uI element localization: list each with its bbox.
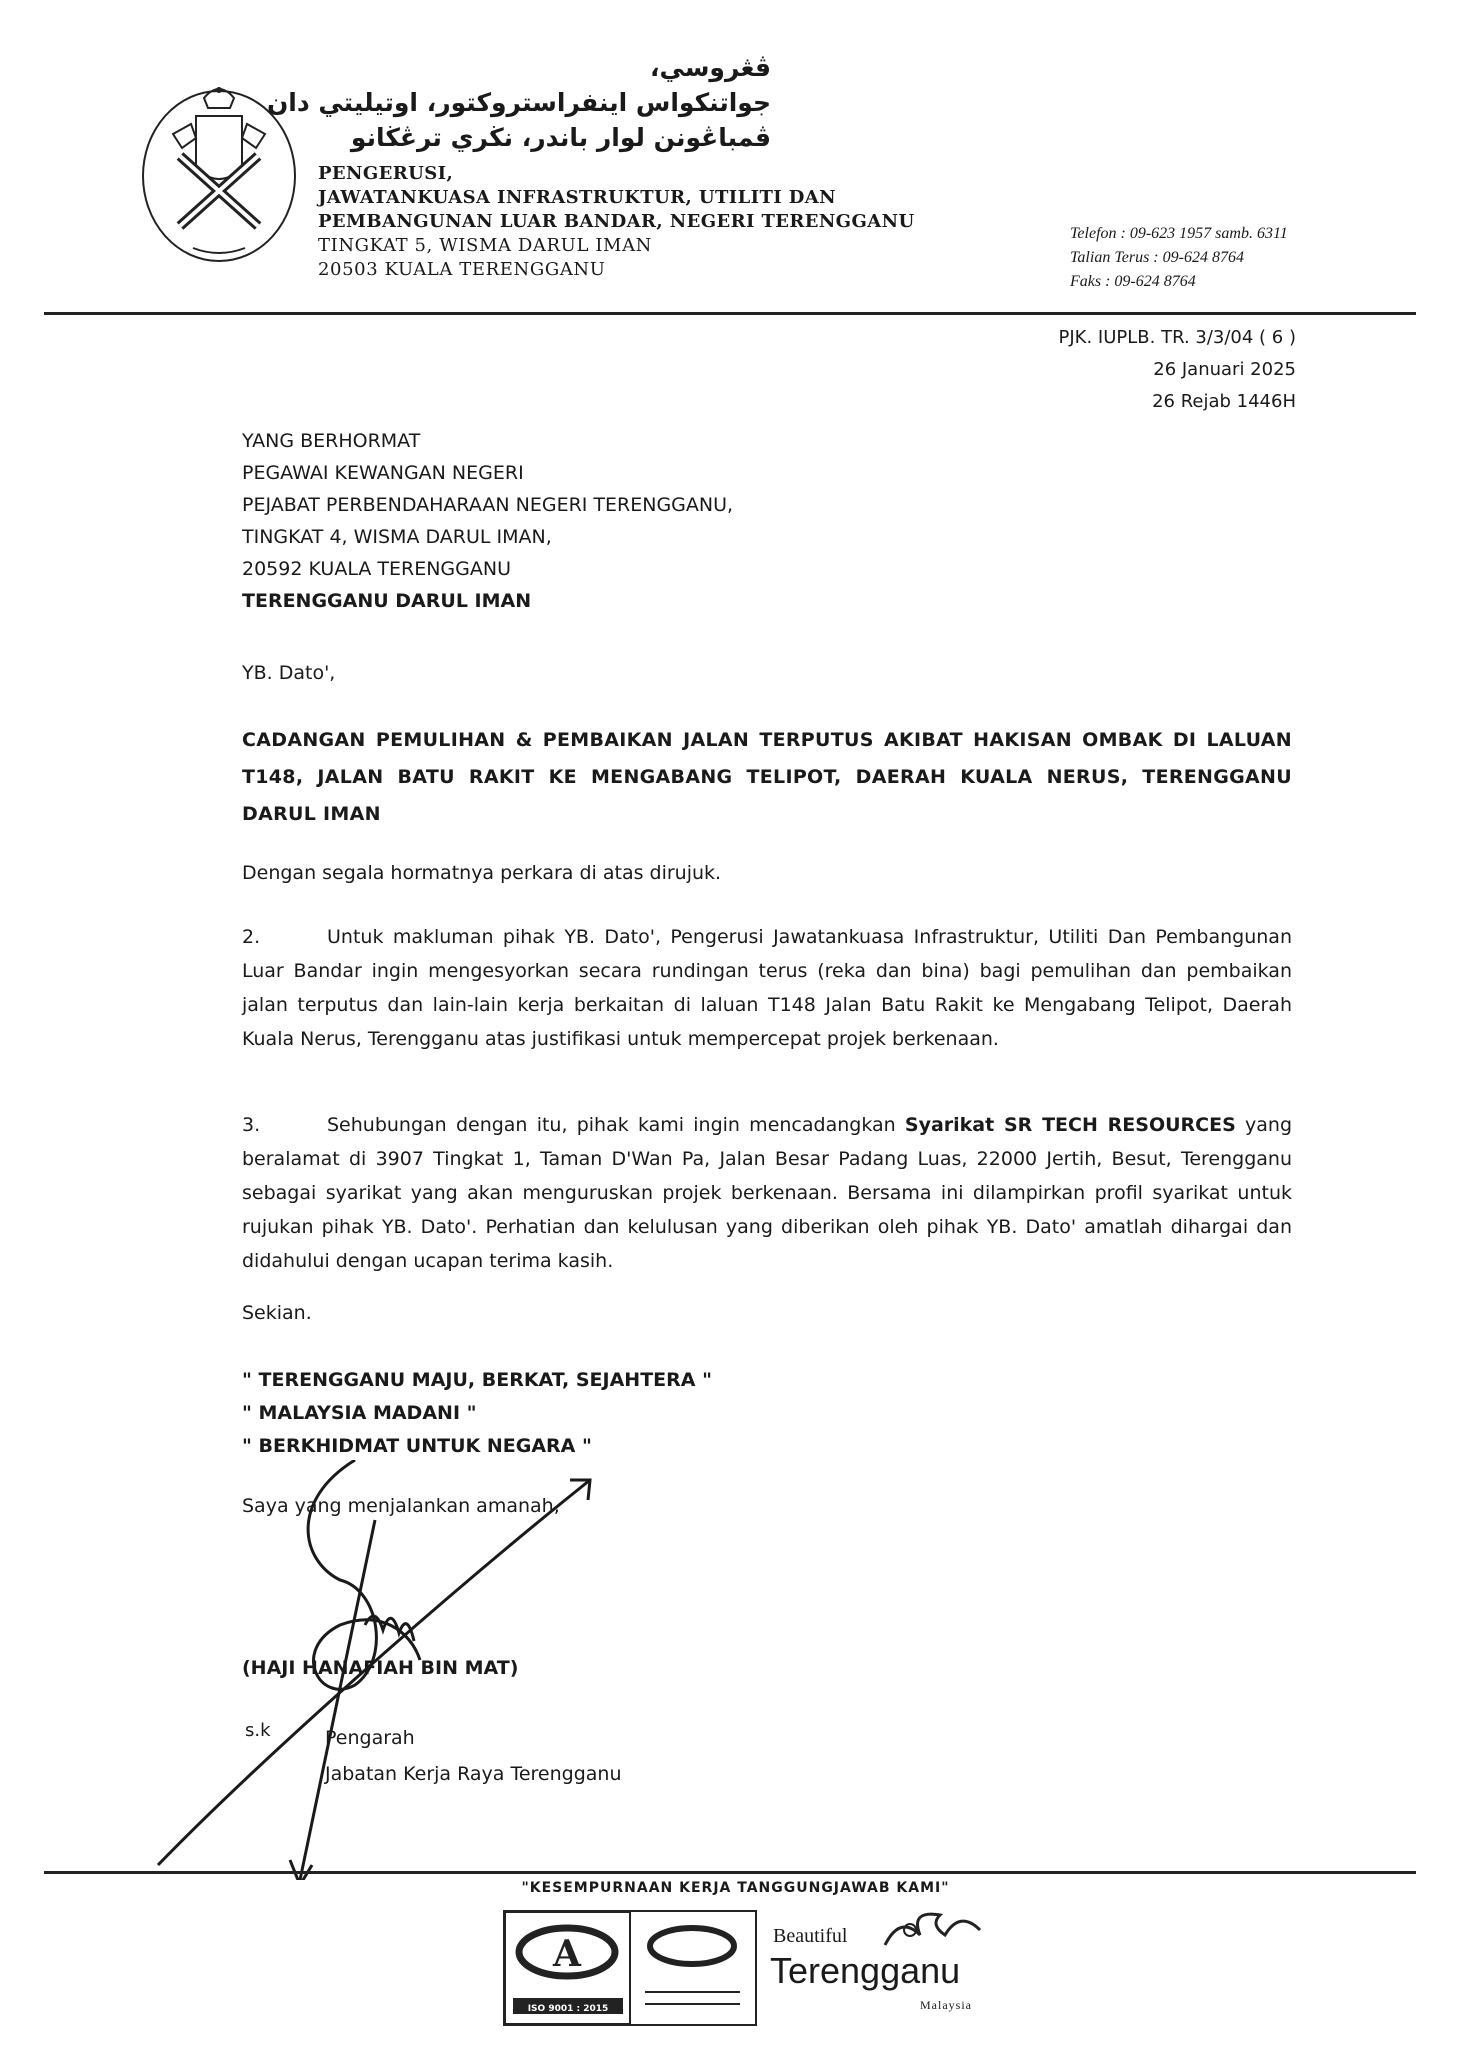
recipient-line: YANG BERHORMAT <box>242 430 421 452</box>
svg-text:A: A <box>553 1933 581 1975</box>
header-divider <box>44 312 1416 315</box>
cc-line: Jabatan Kerja Raya Terengganu <box>325 1763 622 1785</box>
paragraph-number: 3. <box>242 1114 261 1136</box>
paragraph-text: Sehubungan dengan itu, pihak kami ingin mencadangkan <box>327 1114 905 1136</box>
slogan: " MALAYSIA MADANI " <box>242 1402 477 1424</box>
brand-beautiful: Beautiful <box>773 1925 848 1947</box>
recipient-line: 20592 KUALA TERENGGANU <box>242 558 511 580</box>
brand-name: Terengganu <box>770 1950 961 1991</box>
cc-label: s.k <box>245 1720 271 1741</box>
title-line: PENGERUSI, <box>318 163 454 184</box>
slogan: " TERENGGANU MAJU, BERKAT, SEJAHTERA " <box>242 1369 712 1391</box>
wave-logo-icon <box>880 1905 990 1955</box>
sign-off: Saya yang menjalankan amanah, <box>242 1495 560 1517</box>
certification-badge <box>503 1910 757 2026</box>
title-line: JAWATANKUASA INFRASTRUKTUR, UTILITI DAN <box>318 187 836 208</box>
slogan: " BERKHIDMAT UNTUK NEGARA " <box>242 1435 592 1457</box>
talian-terus: Talian Terus : 09-624 8764 <box>1070 249 1244 266</box>
jawi-line: ڤمباڠونن لوار باندر، نڬري ترڠڬانو <box>350 123 771 152</box>
paragraph-2 <box>242 920 1292 1056</box>
recipient-line: TINGKAT 4, WISMA DARUL IMAN, <box>242 526 552 548</box>
paragraph-1: Dengan segala hormatnya perkara di atas dirujuk. <box>242 862 722 884</box>
iso-label: ISO 9001 : 2015 <box>527 2004 609 2014</box>
paragraph-text: yang beralamat di 3907 Tingkat 1, Taman D'Wan Pa, Jalan Besar Padang Luas, 22000 Jertih, Besut, Terengganu sebagai syarikat yang akan menguruskan projek berkenaan. Bersama ini dilampirkan profil syarikat untuk rujukan pihak YB. Dato'. Perhatian dan kelulusan yang diberikan oleh pihak YB. Dato' amatlah dihargai dan didahului dengan ucapan terima kasih. <box>242 1114 1293 1272</box>
reference-number: PJK. IUPLB. TR. 3/3/04 ( 6 ) <box>1058 327 1296 348</box>
signer-name: (HAJI HANAFIAH BIN MAT) <box>242 1657 519 1679</box>
salutation: YB. Dato', <box>242 662 336 684</box>
footer-motto: "KESEMPURNAAN KERJA TANGGUNGJAWAB KAMI" <box>521 1880 950 1896</box>
paragraph-text: Untuk makluman pihak YB. Dato', Pengerusi Jawatankuasa Infrastruktur, Utiliti Dan Pembangunan Luar Bandar ingin mengesyorkan secara rundingan terus (reka dan bina) bagi pemulihan dan pembaikan jalan terputus dan lain-lain kerja berkaitan di laluan T148 Jalan Batu Rakit ke Mengabang Telipot, Daerah Kuala Nerus, Terengganu atas justifikasi untuk mempercepat projek berkenaan. <box>242 926 1292 1050</box>
address-line: TINGKAT 5, WISMA DARUL IMAN <box>318 235 653 256</box>
recipient-line: PEGAWAI KEWANGAN NEGERI <box>242 462 524 484</box>
brand-country: Malaysia <box>920 1998 972 2012</box>
contact-block <box>1070 222 1288 294</box>
slogans <box>242 1364 1292 1463</box>
title-line: PEMBANGUNAN LUAR BANDAR, NEGERI TERENGGANU <box>318 211 915 232</box>
subject-line: CADANGAN PEMULIHAN & PEMBAIKAN JALAN TERPUTUS AKIBAT HAKISAN OMBAK DI LALUAN T148, JALAN BATU RAKIT KE MENGABANG TELIPOT, DAERAH KUALA NERUS, TERENGGANU DARUL IMAN <box>242 729 1292 825</box>
faks: Faks : 09-624 8764 <box>1070 273 1196 290</box>
recipient-line: PEJABAT PERBENDAHARAAN NEGERI TERENGGANU, <box>242 494 734 516</box>
signature-icon <box>140 1460 640 1880</box>
letterhead-title <box>318 162 915 282</box>
paragraph-number: 2. <box>242 926 261 948</box>
jawi-heading <box>267 50 771 155</box>
footer-divider <box>44 1871 1416 1874</box>
address-line: 20503 KUALA TERENGGANU <box>318 259 606 280</box>
date-gregorian: 26 Januari 2025 <box>1153 359 1296 380</box>
recipient-state: TERENGGANU DARUL IMAN <box>242 590 532 612</box>
telefon: Telefon : 09-623 1957 samb. 6311 <box>1070 225 1288 242</box>
reference-block <box>1059 322 1296 418</box>
cc-line: Pengarah <box>325 1727 415 1749</box>
jawi-line: جواتنكواس اينفراستروكتور، اوتيليتي دان <box>266 88 771 117</box>
paragraph-3 <box>242 1108 1292 1278</box>
closing: Sekian. <box>242 1302 312 1324</box>
jawi-line: ڤڠروسي، <box>650 53 771 82</box>
recipient-address <box>242 425 1292 617</box>
company-name: Syarikat SR TECH RESOURCES <box>904 1114 1236 1136</box>
date-hijri: 26 Rejab 1446H <box>1152 391 1296 412</box>
